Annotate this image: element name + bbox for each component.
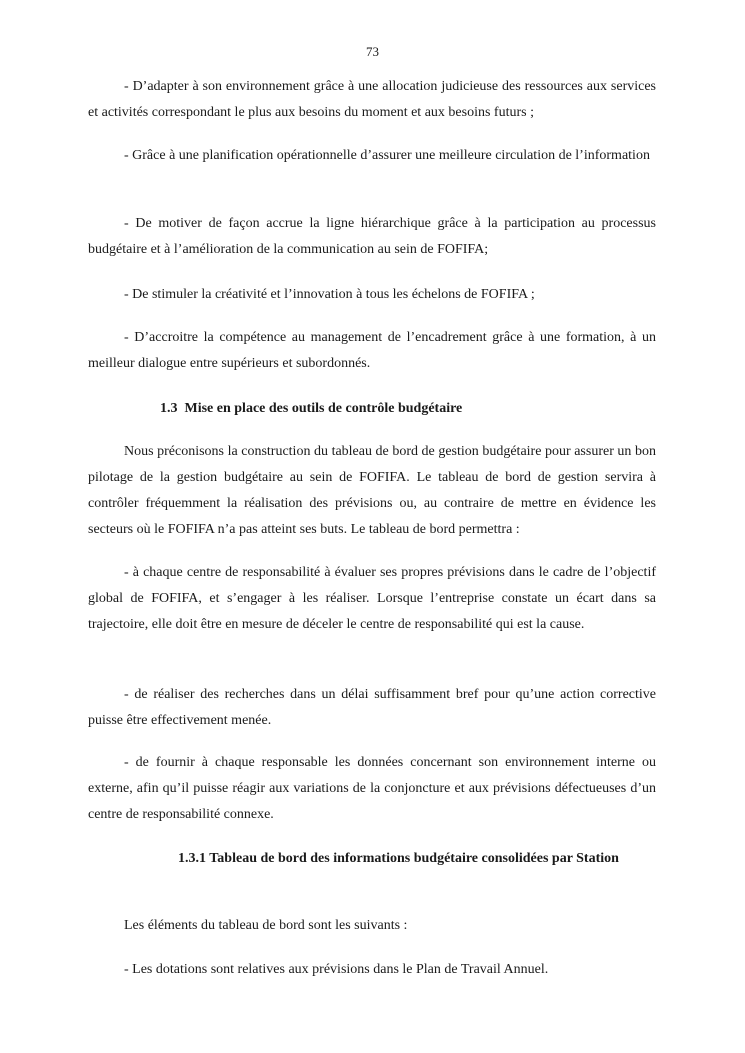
paragraph-dashboard-elements: Les éléments du tableau de bord sont les suivants : [124, 918, 408, 933]
paragraph-responsibility-center: - à chaque centre de responsabilité à évaluer ses propres prévisions dans le cadre de l’objectif global de FOFIFA, et s’engager à les réaliser. Lorsque l’entreprise constate un écart dans sa trajectoire, elle doit être en mesure de déceler le centre de responsabilité qui est la cause. [88, 565, 656, 632]
paragraph-adapt-environment: - D’adapter à son environnement grâce à une allocation judicieuse des ressources aux services et activités correspondant le plus aux besoins du moment et aux besoins futurs ; [88, 79, 656, 120]
section-title: Mise en place des outils de contrôle budgétaire [184, 401, 463, 416]
paragraph-dashboard-construction: Nous préconisons la construction du tableau de bord de gestion budgétaire pour assurer un bon pilotage de la gestion budgétaire au sein de FOFIFA. Le tableau de bord de gestion servira à contrôler fréquemment la réalisation des prévisions ou, au contraire de mettre en évidence les secteurs où le FOFIFA n’a pas atteint ses buts. Le tableau de bord permettra : [88, 444, 656, 537]
section-number: 1.3 [160, 401, 178, 416]
paragraph-allocations: - Les dotations sont relatives aux prévisions dans le Plan de Travail Annuel. [124, 962, 549, 977]
paragraph-corrective-action: - de réaliser des recherches dans un délai suffisamment bref pour qu’une action corrective puisse être effectivement menée. [88, 687, 656, 728]
page-number: 73 [366, 44, 379, 59]
paragraph-management-competence: - D’accroitre la compétence au management de l’encadrement grâce à une formation, à un meilleur dialogue entre supérieurs et subordonnés. [88, 330, 656, 371]
paragraph-stimulate-creativity: - De stimuler la créativité et l’innovation à tous les échelons de FOFIFA ; [124, 287, 535, 302]
paragraph-provide-data: - de fournir à chaque responsable les données concernant son environnement interne ou externe, afin qu’il puisse réagir aux variations de la conjoncture et aux prévisions défectueuses d’un centre de responsabilité connexe. [88, 755, 656, 822]
subsection-title: Tableau de bord des informations budgétaire consolidées par Station [209, 851, 619, 866]
paragraph-operational-planning: - Grâce à une planification opérationnelle d’assurer une meilleure circulation de l’information [124, 148, 650, 163]
paragraph-motivate-hierarchy: - De motiver de façon accrue la ligne hiérarchique grâce à la participation au processus budgétaire et à l’amélioration de la communication au sein de FOFIFA; [88, 216, 656, 257]
subsection-number: 1.3.1 [178, 851, 206, 866]
section-heading-1-3 [160, 396, 462, 422]
section-heading-1-3-1 [178, 846, 656, 872]
